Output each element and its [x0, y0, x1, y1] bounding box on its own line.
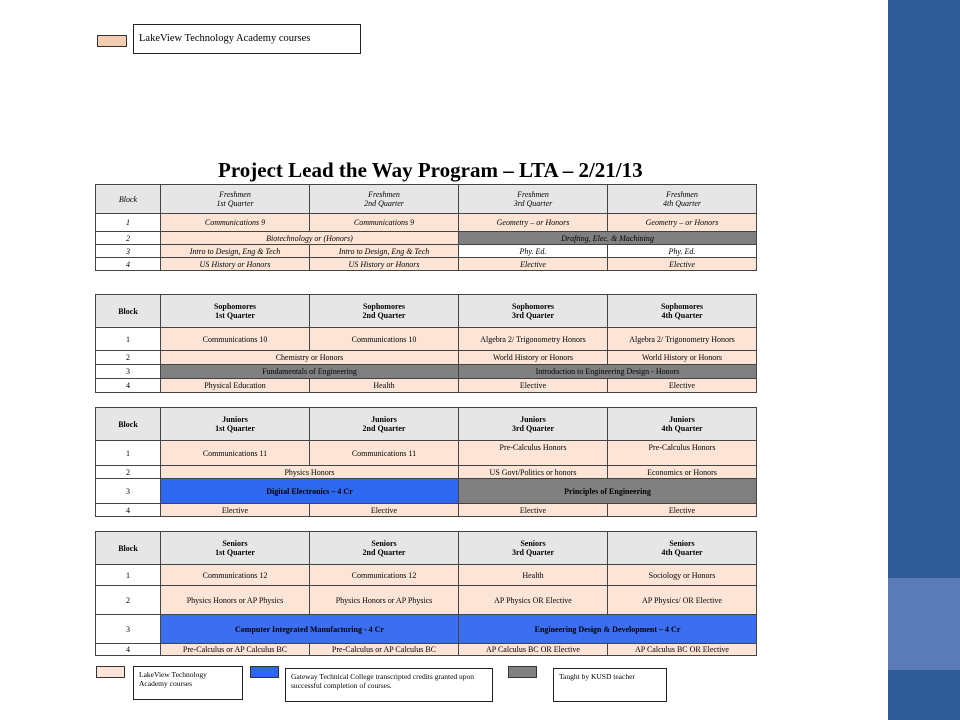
- course-cell: Economics or Honors: [608, 466, 757, 479]
- course-cell: AP Calculus BC OR Elective: [608, 644, 757, 656]
- course-cell: Communications 11: [161, 441, 310, 466]
- course-cell: Elective: [608, 258, 757, 271]
- header-q4: Juniors 4th Quarter: [608, 408, 757, 441]
- block-number: 2: [96, 586, 161, 615]
- block-number: 3: [96, 245, 161, 258]
- course-cell: Geometry – or Honors: [608, 214, 757, 232]
- seniors-schedule-table: [95, 531, 757, 656]
- block-number: 2: [96, 351, 161, 365]
- header-block: Block: [96, 532, 161, 565]
- header-q2: Juniors 2nd Quarter: [310, 408, 459, 441]
- header-q4: Freshmen 4th Quarter: [608, 185, 757, 214]
- course-cell: Communications 12: [161, 565, 310, 586]
- header-q4: Sophomores 4th Quarter: [608, 295, 757, 328]
- course-cell: Elective: [608, 504, 757, 517]
- course-cell: Introduction to Engineering Design - Honors: [459, 365, 757, 379]
- course-cell: World History or Honors: [459, 351, 608, 365]
- course-cell: Communications 11: [310, 441, 459, 466]
- course-cell: Elective: [459, 258, 608, 271]
- course-cell: Phy. Ed.: [459, 245, 608, 258]
- header-q3: Sophomores 3rd Quarter: [459, 295, 608, 328]
- course-cell: Physical Education: [161, 379, 310, 393]
- block-number: 2: [96, 466, 161, 479]
- header-q3: Freshmen 3rd Quarter: [459, 185, 608, 214]
- course-cell: Computer Integrated Manufacturing - 4 Cr: [161, 615, 459, 644]
- course-cell: Engineering Design & Development – 4 Cr: [459, 615, 757, 644]
- page-title: Project Lead the Way Program – LTA – 2/21/13: [218, 158, 643, 182]
- course-cell: Elective: [459, 379, 608, 393]
- course-cell: Geometry – or Honors: [459, 214, 608, 232]
- course-cell: Pre-Calculus Honors: [608, 441, 757, 466]
- course-cell: Drafting, Elec. & Machining: [459, 232, 757, 245]
- juniors-schedule-table: [95, 407, 757, 517]
- course-cell: Algebra 2/ Trigonometry Honors: [459, 328, 608, 351]
- course-cell: Pre-Calculus Honors: [459, 441, 608, 466]
- top-legend-swatch: [97, 35, 127, 47]
- course-cell: US History or Honors: [310, 258, 459, 271]
- header-block: Block: [96, 185, 161, 214]
- course-cell: Communications 10: [161, 328, 310, 351]
- block-number: 2: [96, 232, 161, 245]
- course-cell: Physics Honors or AP Physics: [310, 586, 459, 615]
- course-cell: Biotechnology or (Honors): [161, 232, 459, 245]
- course-cell: Physics Honors or AP Physics: [161, 586, 310, 615]
- course-cell: Elective: [161, 504, 310, 517]
- block-number: 4: [96, 504, 161, 517]
- course-cell: Physics Honors: [161, 466, 459, 479]
- course-cell: Health: [310, 379, 459, 393]
- course-cell: Algebra 2/ Trigonometry Honors: [608, 328, 757, 351]
- legend-label-kusd: Taught by KUSD teacher: [553, 668, 667, 702]
- course-cell: US History or Honors: [161, 258, 310, 271]
- course-cell: Pre-Calculus or AP Calculus BC: [310, 644, 459, 656]
- block-number: 3: [96, 365, 161, 379]
- course-cell: Intro to Design, Eng & Tech: [161, 245, 310, 258]
- header-q2: Seniors 2nd Quarter: [310, 532, 459, 565]
- course-cell: Intro to Design, Eng & Tech: [310, 245, 459, 258]
- top-legend-label: LakeView Technology Academy courses: [133, 24, 361, 54]
- course-cell: Fundamentals of Engineering: [161, 365, 459, 379]
- header-q3: Juniors 3rd Quarter: [459, 408, 608, 441]
- slide-sidebar-accent: [888, 578, 960, 670]
- block-number: 1: [96, 328, 161, 351]
- legend-label-lta: LakeView Technology Academy courses: [133, 666, 243, 700]
- course-cell: World History or Honors: [608, 351, 757, 365]
- legend-swatch-gateway: [250, 666, 279, 678]
- course-cell: Communications 10: [310, 328, 459, 351]
- course-cell: Principles of Engineering: [459, 479, 757, 504]
- block-number: 4: [96, 379, 161, 393]
- header-block: Block: [96, 408, 161, 441]
- course-cell: AP Calculus BC OR Elective: [459, 644, 608, 656]
- header-q1: Freshmen 1st Quarter: [161, 185, 310, 214]
- block-number: 4: [96, 644, 161, 656]
- freshmen-schedule-table: [95, 184, 757, 271]
- course-cell: Chemistry or Honors: [161, 351, 459, 365]
- course-cell: AP Physics/ OR Elective: [608, 586, 757, 615]
- block-number: 3: [96, 615, 161, 644]
- course-cell: Pre-Calculus or AP Calculus BC: [161, 644, 310, 656]
- legend-swatch-lta: [96, 666, 125, 678]
- block-number: 1: [96, 214, 161, 232]
- course-cell: Phy. Ed.: [608, 245, 757, 258]
- block-number: 4: [96, 258, 161, 271]
- header-q4: Seniors 4th Quarter: [608, 532, 757, 565]
- course-cell: Communications 12: [310, 565, 459, 586]
- course-cell: Digital Electronics – 4 Cr: [161, 479, 459, 504]
- block-number: 1: [96, 565, 161, 586]
- header-q2: Sophomores 2nd Quarter: [310, 295, 459, 328]
- course-cell: Communications 9: [310, 214, 459, 232]
- course-cell: US Govt/Politics or honors: [459, 466, 608, 479]
- header-q3: Seniors 3rd Quarter: [459, 532, 608, 565]
- legend-label-gateway: Gateway Technical College transcripted credits granted upon successful completion of courses.: [285, 668, 493, 702]
- sophomores-schedule-table: [95, 294, 757, 393]
- course-cell: Health: [459, 565, 608, 586]
- header-q1: Juniors 1st Quarter: [161, 408, 310, 441]
- course-cell: Elective: [608, 379, 757, 393]
- course-cell: Elective: [310, 504, 459, 517]
- block-number: 1: [96, 441, 161, 466]
- course-cell: Communications 9: [161, 214, 310, 232]
- course-cell: Sociology or Honors: [608, 565, 757, 586]
- course-cell: Elective: [459, 504, 608, 517]
- header-q2: Freshmen 2nd Quarter: [310, 185, 459, 214]
- legend-swatch-kusd: [508, 666, 537, 678]
- course-cell: AP Physics OR Elective: [459, 586, 608, 615]
- block-number: 3: [96, 479, 161, 504]
- header-q1: Seniors 1st Quarter: [161, 532, 310, 565]
- header-q1: Sophomores 1st Quarter: [161, 295, 310, 328]
- header-block: Block: [96, 295, 161, 328]
